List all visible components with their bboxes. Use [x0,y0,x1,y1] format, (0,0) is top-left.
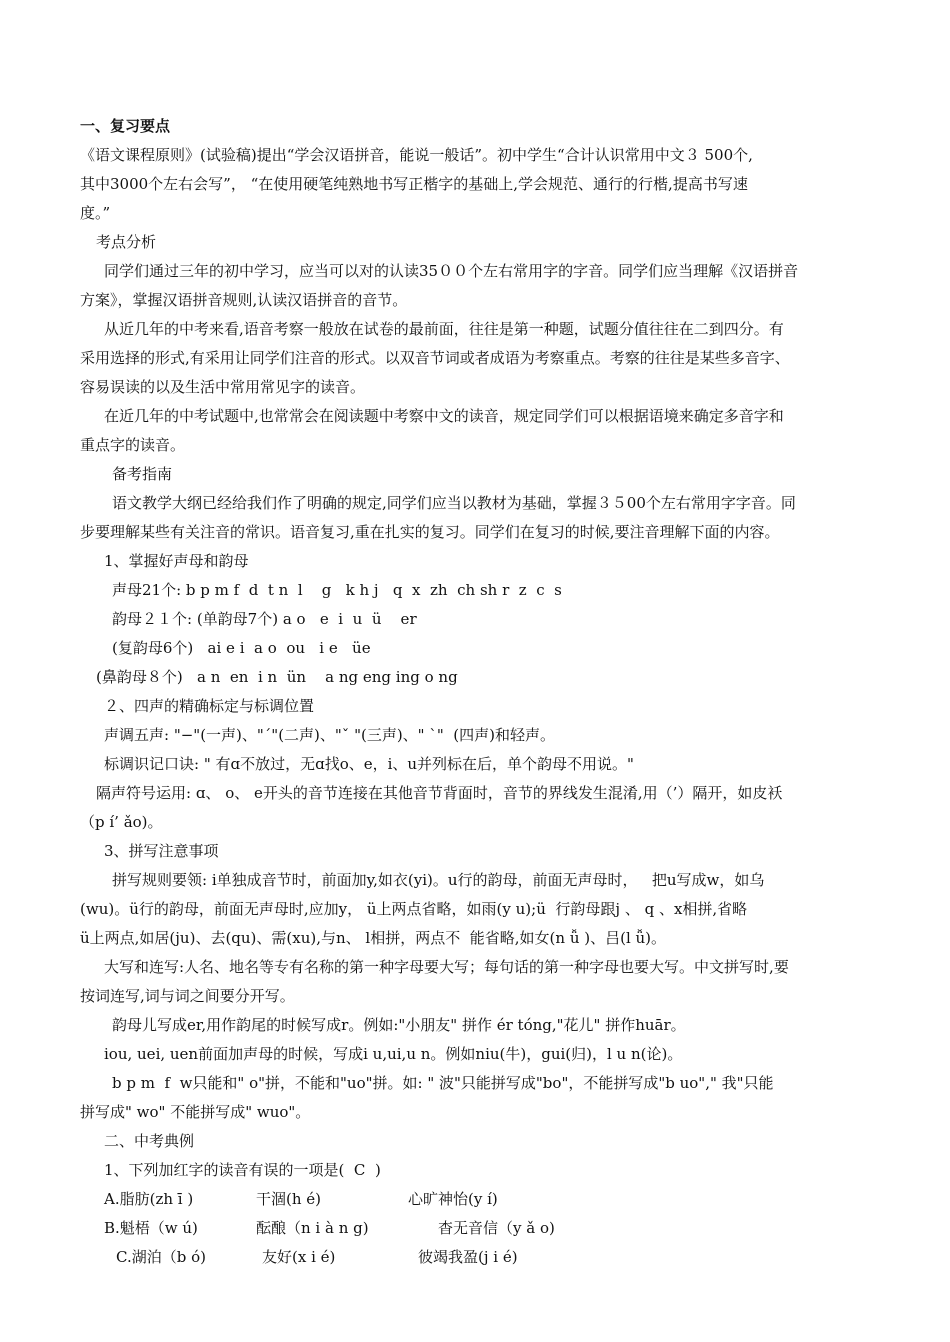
option-a-3: 心旷神怡(y í) [408,1190,498,1208]
intro-line-3: 度。” [80,204,111,222]
caps-line-2: 按词连写,词与词之间要分开写。 [80,987,295,1005]
tones-line: 声调五声: "−"(一声)、"ˊ"(二声)、"ˇ "(三声)、" ˋ" (四声)和轻声。 [104,726,555,744]
separator-line-2: （p í’ ǎo)。 [80,813,163,831]
iou-line: iou, uei, uen前面加声母的时候，写成i u,ui,u n。例如niu(牛)，gui(归)，l u n(论)。 [104,1045,683,1063]
question-1: 1、下列加红字的读音有误的一项是( C ) [104,1161,381,1179]
option-b-1: B.魁梧（w ú) [104,1219,198,1237]
bpmf-line-2: 拼写成" wo" 不能拼写成" wuo"。 [80,1103,311,1121]
option-c-2: 友好(x i é) [262,1248,336,1266]
yunmu-line: 韵母２１个: (单韵母7个) a o e i u ü er [112,610,417,628]
option-b-2: 酝酿（n i à n g) [256,1219,369,1237]
option-a-2: 干涸(h é) [256,1190,322,1208]
analysis-line-6: 在近几年的中考试题中,也常常会在阅读题中考察中文的读音，规定同学们可以根据语境来确定多音字和 [104,407,784,425]
option-b-3: 杳无音信（y ǎ o) [438,1219,555,1237]
bpmf-line-1: b p m f w只能和" o"拼，不能和"uo"拼。如: " 波"只能拼写成"bo"，不能拼写成"b uo"," 我"只能 [112,1074,774,1092]
analysis-line-3: 从近几年的中考来看,语音考察一般放在试卷的最前面，往往是第一种题，试题分值往往在二到四分。有 [104,320,784,338]
point3-heading: 3、拼写注意事项 [104,842,219,860]
analysis-line-1: 同学们通过三年的初中学习，应当可以对的认读35００个左右常用字的字音。同学们应当理解《汉语拼音 [104,262,799,280]
guide-heading: 备考指南 [112,465,173,483]
option-c-1: C.湖泊（b ó) [116,1248,206,1266]
option-a-1: A.脂肪(zh ī ) [104,1190,194,1208]
analysis-line-4: 采用选择的形式,有采用让同学们注音的形式。以双音节词或者成语为考察重点。考察的往往是某些多音字、 [80,349,790,367]
rules-line-1: 拼写规则要领: i单独成音节时，前面加y,如衣(yi)。u行的韵母，前面无声母时， 把u写成w，如乌 [112,871,765,889]
section-heading-review: 一、复习要点 [80,117,171,135]
tone-rhyme-line: 标调识记口诀: " 有ɑ不放过，无ɑ找o、e，i、u并列标在后，单个韵母不用说。" [104,755,634,773]
analysis-heading: 考点分析 [96,233,157,251]
rules-line-3: ü上两点,如居(ju)、去(qu)、需(xu),与n、 l相拼，两点不 能省略,如女(n ǚ )、吕(l ǚ)。 [80,929,667,947]
caps-line-1: 大写和连写:人名、地名等专有名称的第一种字母要大写；每句话的第一种字母也要大写。中文拼写时,要 [104,958,789,976]
guide-line-1: 语文教学大纲已经给我们作了明确的规定,同学们应当以教材为基础，掌握３５00个左右常用字字音。同 [112,494,796,512]
rules-line-2: (wu)。ü行的韵母，前面无声母时,应加y， ü上两点省略，如雨(y u);ü 行韵母跟j 、 q 、x相拼,省略 [80,900,748,918]
analysis-line-5: 容易误读的以及生活中常用常见字的读音。 [80,378,366,396]
intro-line-1: 《语文课程原则》(试验稿)提出“学会汉语拼音，能说一般话”。初中学生“合计认识常用中文３ 500个, [80,146,753,164]
option-c-3: 彼竭我盈(j i é) [418,1248,518,1266]
biyunmu-line: (鼻韵母８个) a n en i n ün a ng eng ing o ng [96,668,458,686]
point1-heading: 1、掌握好声母和韵母 [104,552,249,570]
analysis-line-2: 方案》，掌握汉语拼音规则,认读汉语拼音的音节。 [80,291,408,309]
analysis-line-7: 重点字的读音。 [80,436,186,454]
guide-line-2: 步要理解某些有关注音的常识。语音复习,重在扎实的复习。同学们在复习的时候,要注音理解下面的内容。 [80,523,780,541]
er-line: 韵母儿写成er,用作韵尾的时候写成r。例如:"小朋友" 拼作 ér tóng,"花儿" 拼作huār。 [112,1016,686,1034]
point2-heading: ２、四声的精确标定与标调位置 [104,697,315,715]
fuyunmu-line: (复韵母6个) ai e i a o ou i e üe [112,639,371,657]
shengmu-line: 声母21个: b p m f d t n l g k h j q x zh ch sh r z c s [112,581,562,599]
separator-line-1: 隔声符号运用: ɑ、 o、 e开头的音节连接在其他音节背面时，音节的界线发生混淆,用（’）隔开，如皮袄 [96,784,783,802]
section-heading-examples: 二、中考典例 [104,1132,195,1150]
intro-line-2: 其中3000个左右会写”， “在使用硬笔纯熟地书写正楷字的基础上,学会规范、通行的行楷,提高书写速 [80,175,748,193]
